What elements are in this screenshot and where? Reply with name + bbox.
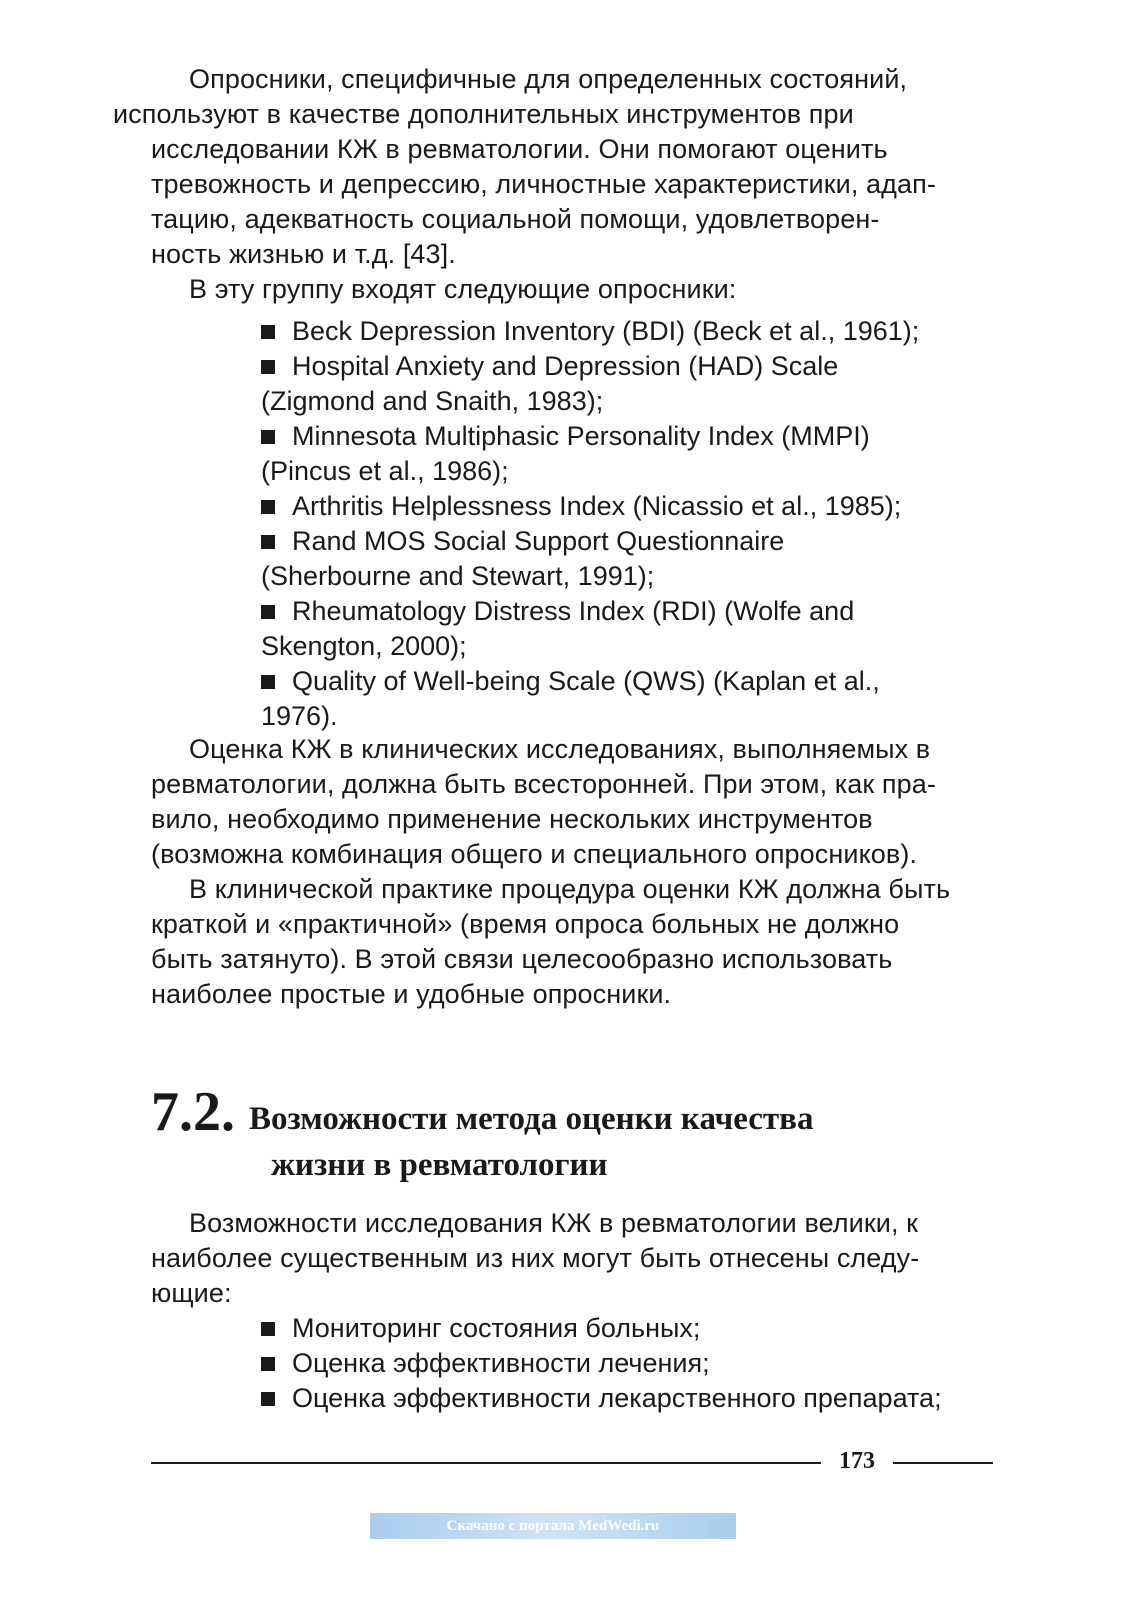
square-bullet-icon <box>261 1392 275 1406</box>
list-item: Arthritis Helplessness Index (Nicassio et al., 1985); <box>261 489 991 524</box>
list-item: Minnesota Multiphasic Personality Index (MMPI) (Pincus et al., 1986); <box>261 421 870 486</box>
footer-rule-right <box>893 1462 993 1464</box>
paragraph-possibilities: Возможности исследования КЖ в ревматологии велики, к наиболее существенным из них могут быть отнесены следу- ющие: <box>151 1208 920 1308</box>
square-bullet-icon <box>261 1322 275 1336</box>
paragraph-comprehensive-assessment: Оценка КЖ в клинических исследованиях, выполняемых в ревматологии, должна быть всесторонней. При этом, как пра- вило, необходимо применение нескольких инструментов (возможна комбинация общего и специального опросников). <box>151 734 936 869</box>
list-item: Оценка эффективности лечения; <box>261 1346 991 1381</box>
footer-rule-left <box>151 1462 821 1464</box>
text-block-possibilities <box>151 1206 991 1311</box>
list-item: Rand MOS Social Support Questionnaire (Sherbourne and Stewart, 1991); <box>261 526 785 591</box>
list-item: Hospital Anxiety and Depression (HAD) Scale (Zigmond and Snaith, 1983); <box>261 351 839 416</box>
page-number: 173 <box>839 1448 875 1474</box>
text-block-intro <box>113 62 991 307</box>
list-item: Beck Depression Inventory (BDI) (Beck et al., 1961); <box>261 314 991 349</box>
list-item: Rheumatology Distress Index (RDI) (Wolfe and Skengton, 2000); <box>261 596 855 661</box>
square-bullet-icon <box>261 500 275 514</box>
square-bullet-icon <box>261 675 275 689</box>
list-item: Quality of Well-being Scale (QWS) (Kaplan et al., 1976). <box>261 666 880 731</box>
text-block-assessment <box>151 732 991 1012</box>
section-title: Возможности метода оценки качества жизни в ревматологии <box>249 1101 814 1183</box>
paragraph-group-intro: В эту группу входят следующие опросники: <box>189 274 737 304</box>
list-item: Мониторинг состояния больных; <box>261 1311 991 1346</box>
paragraph-clinical-practice: В клинической практике процедура оценки КЖ должна быть краткой и «практичной» (время опроса больных не должно быть затянуто). В этой связи целесообразно использовать наиболее простые и удобные опросники. <box>151 874 951 1009</box>
paragraph-specific-questionnaires: Опросники, специфичные для определенных состояний, используют в качестве дополнительных инструментов при исследовании КЖ в ревматологии. Они помогают оценить тревожность и депрессию, личностные характеристики, адап- тацию, адекватность социальной помощи, удовлетворен- ность жизнью и т.д. [43]. <box>113 64 936 269</box>
possibilities-list <box>151 1311 991 1416</box>
list-item: Оценка эффективности лекарственного препарата; <box>261 1381 991 1416</box>
download-watermark-banner: Скачано с портала MedWedi.ru <box>370 1513 736 1539</box>
square-bullet-icon <box>261 325 275 339</box>
questionnaire-list <box>151 314 991 734</box>
square-bullet-icon <box>261 360 275 374</box>
square-bullet-icon <box>261 430 275 444</box>
square-bullet-icon <box>261 1357 275 1371</box>
square-bullet-icon <box>261 605 275 619</box>
square-bullet-icon <box>261 535 275 549</box>
section-number: 7.2. <box>151 1081 235 1143</box>
